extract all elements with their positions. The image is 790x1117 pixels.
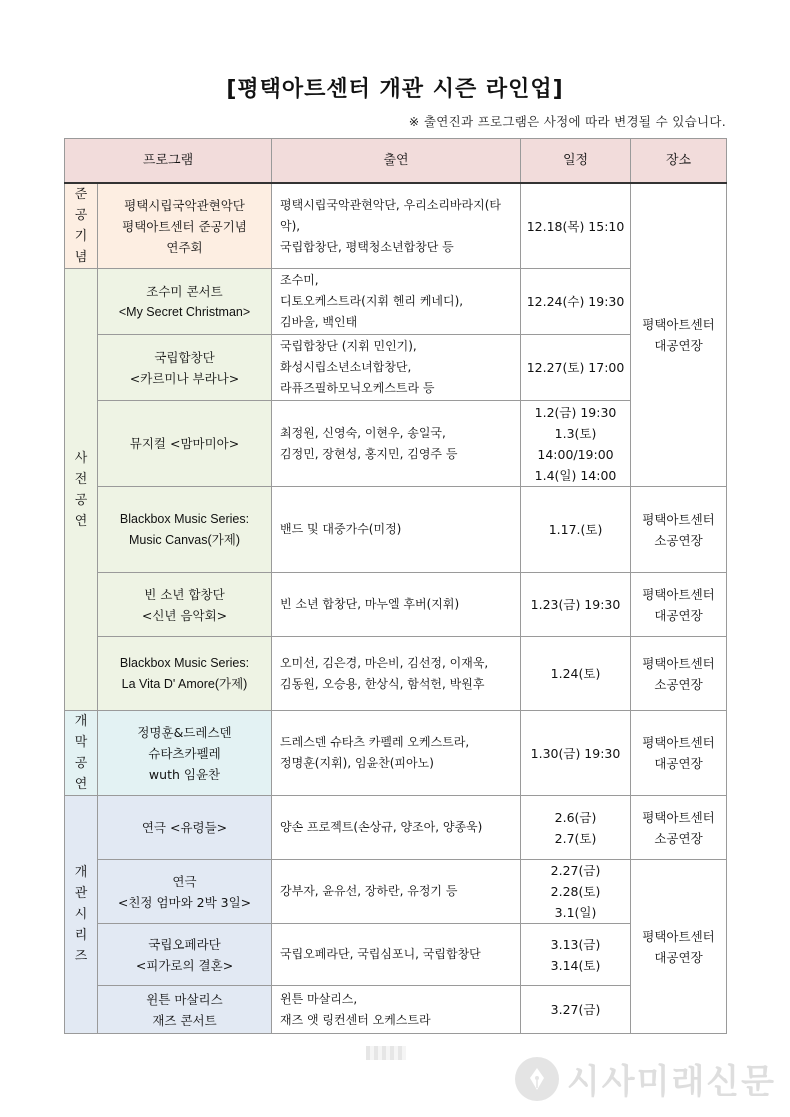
venue-cell: 평택아트센터 대공연장 — [631, 711, 727, 796]
scan-artifact — [366, 1046, 406, 1060]
section-label-completion: 준 공 기 념 — [65, 183, 98, 269]
performers-cell: 국립합창단 (지휘 민인기), 화성시립소년소녀합창단, 라퓨즈필하모닉오케스트라 등 — [272, 335, 521, 401]
performers-cell: 국립오페라단, 국립심포니, 국립합창단 — [272, 924, 521, 986]
header-program: 프로그램 — [65, 139, 272, 184]
section-label-opening: 개 막 공 연 — [65, 711, 98, 796]
venue-cell: 평택아트센터 대공연장 — [631, 860, 727, 1034]
table-header-row — [65, 139, 727, 184]
schedule-cell: 1.30(금) 19:30 — [521, 711, 631, 796]
schedule-cell: 2.27(금) 2.28(토) 3.1(일) — [521, 860, 631, 924]
program-cell: Blackbox Music Series: Music Canvas(가제) — [98, 487, 272, 573]
program-cell: 연극 <친정 엄마와 2박 3일> — [98, 860, 272, 924]
table-row — [65, 796, 727, 860]
schedule-cell: 3.27(금) — [521, 986, 631, 1034]
program-cell: 윈튼 마살리스 재즈 콘서트 — [98, 986, 272, 1034]
table-row — [65, 183, 727, 269]
publisher-watermark — [515, 1054, 776, 1103]
watermark-text: 시사미래신문 — [566, 1062, 776, 1102]
schedule-cell: 2.6(금) 2.7(토) — [521, 796, 631, 860]
performers-cell: 오미선, 김은경, 마은비, 김선정, 이재욱, 김동원, 오승용, 한상식, 함석헌, 박원후 — [272, 637, 521, 711]
program-cell: 정명훈&드레스덴 슈타츠카펠레 wuth 임윤찬 — [98, 711, 272, 796]
schedule-cell: 12.24(수) 19:30 — [521, 269, 631, 335]
program-cell: 평택시립국악관현악단 평택아트센터 준공기념 연주회 — [98, 183, 272, 269]
schedule-cell: 12.18(목) 15:10 — [521, 183, 631, 269]
performers-cell: 밴드 및 대중가수(미정) — [272, 487, 521, 573]
performers-cell: 평택시립국악관현악단, 우리소리바라지(타악), 국립합창단, 평택청소년합창단 등 — [272, 183, 521, 269]
venue-cell: 평택아트센터 대공연장 — [631, 183, 727, 487]
program-cell: 연극 <유령들> — [98, 796, 272, 860]
program-cell: 국립오페라단 <피가로의 결혼> — [98, 924, 272, 986]
venue-cell: 평택아트센터 소공연장 — [631, 796, 727, 860]
table-row — [65, 637, 727, 711]
table-row — [65, 573, 727, 637]
program-cell: 조수미 콘서트 <My Secret Christman> — [98, 269, 272, 335]
section-label-preview: 사 전 공 연 — [65, 269, 98, 711]
header-venue: 장소 — [631, 139, 727, 184]
section-label-series: 개 관 시 리 즈 — [65, 796, 98, 1034]
performers-cell: 빈 소년 합창단, 마누엘 후버(지휘) — [272, 573, 521, 637]
schedule-cell: 1.23(금) 19:30 — [521, 573, 631, 637]
venue-cell: 평택아트센터 소공연장 — [631, 637, 727, 711]
program-cell: 국립합창단 <카르미나 부라나> — [98, 335, 272, 401]
pen-nib-icon — [515, 1057, 559, 1101]
schedule-cell: 1.24(토) — [521, 637, 631, 711]
performers-cell: 강부자, 윤유선, 장하란, 유정기 등 — [272, 860, 521, 924]
lineup-table — [64, 138, 727, 1034]
performers-cell: 윈튼 마살리스, 재즈 앳 링컨센터 오케스트라 — [272, 986, 521, 1034]
performers-cell: 조수미, 디토오케스트라(지휘 헨리 케네디), 김바울, 백인태 — [272, 269, 521, 335]
table-row — [65, 487, 727, 573]
schedule-cell: 1.17.(토) — [521, 487, 631, 573]
header-performers: 출연 — [272, 139, 521, 184]
table-row — [65, 269, 727, 335]
header-schedule: 일정 — [521, 139, 631, 184]
table-row — [65, 711, 727, 796]
schedule-cell: 3.13(금) 3.14(토) — [521, 924, 631, 986]
table-row — [65, 924, 727, 986]
change-notice: ※ 출연진과 프로그램은 사정에 따라 변경될 수 있습니다. — [408, 114, 726, 129]
page-title: [평택아트센터 개관 시즌 라인업] — [226, 77, 564, 102]
performers-cell: 최정원, 신영숙, 이현우, 송일국, 김정민, 장현성, 홍지민, 김영주 등 — [272, 401, 521, 487]
venue-cell: 평택아트센터 대공연장 — [631, 573, 727, 637]
program-cell: 뮤지컬 <맘마미아> — [98, 401, 272, 487]
venue-cell: 평택아트센터 소공연장 — [631, 487, 727, 573]
table-row — [65, 335, 727, 401]
table-row — [65, 986, 727, 1034]
schedule-cell: 12.27(토) 17:00 — [521, 335, 631, 401]
program-cell: 빈 소년 합창단 <신년 음악회> — [98, 573, 272, 637]
schedule-cell: 1.2(금) 19:30 1.3(토) 14:00/19:00 1.4(일) 14:00 — [521, 401, 631, 487]
performers-cell: 드레스덴 슈타츠 카펠레 오케스트라, 정명훈(지휘), 임윤찬(피아노) — [272, 711, 521, 796]
table-row — [65, 401, 727, 487]
program-cell: Blackbox Music Series: La Vita D' Amore(가제) — [98, 637, 272, 711]
performers-cell: 양손 프로젝트(손상규, 양조아, 양종욱) — [272, 796, 521, 860]
table-row — [65, 860, 727, 924]
